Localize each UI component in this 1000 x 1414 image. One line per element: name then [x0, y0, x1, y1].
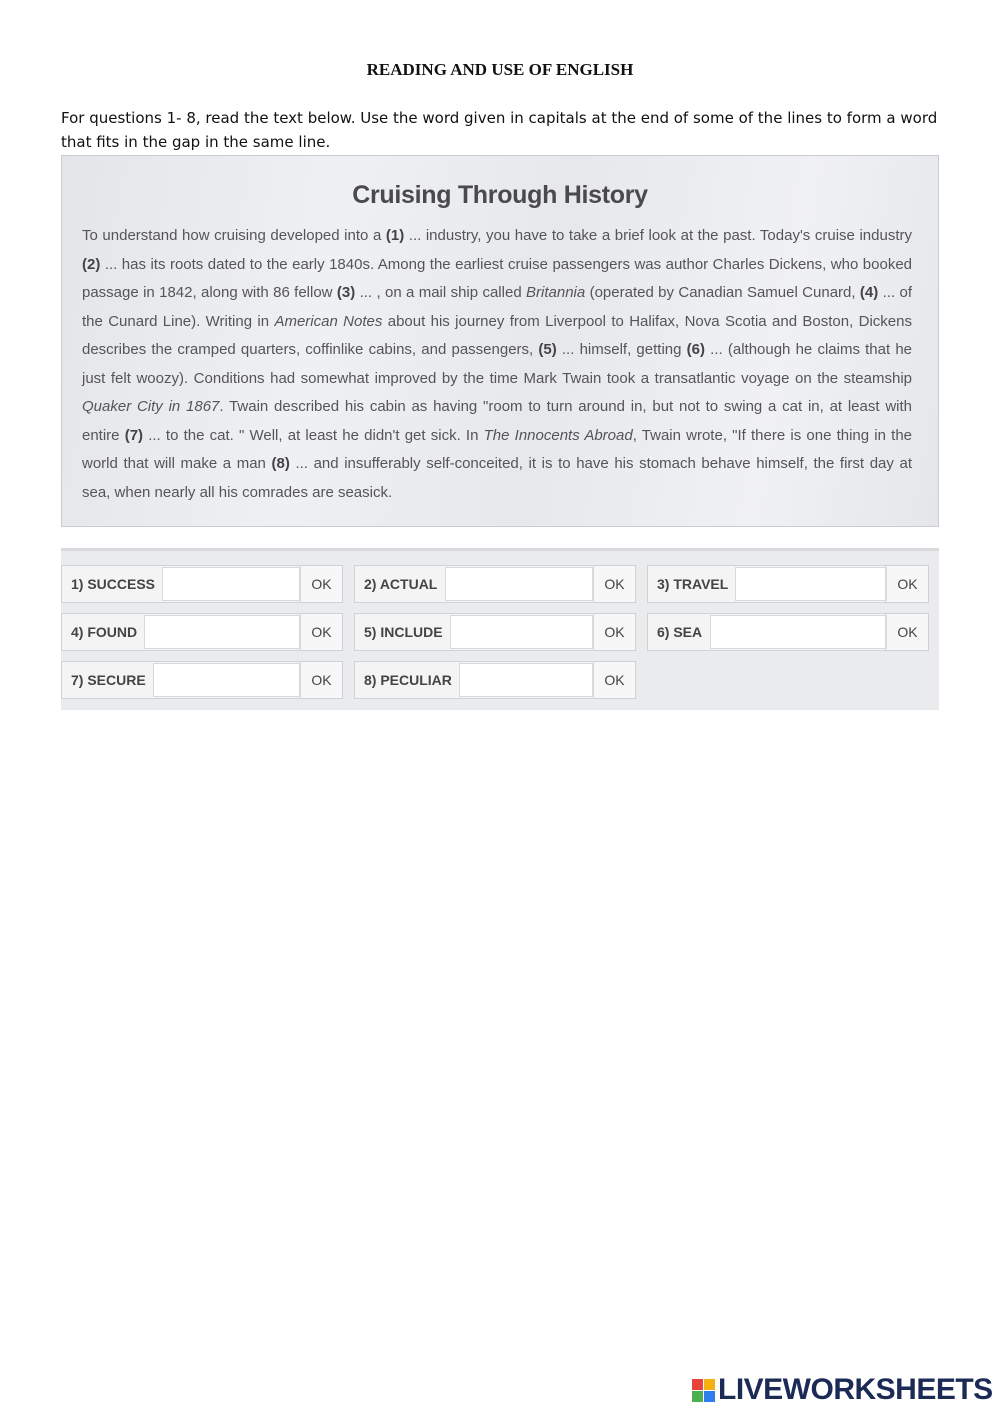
- passage-segment: about his journey from Liverpool to Halifax, Nova Scotia and Boston, Dickens describes the cramped quarters, coffinlike cabins, and passengers,: [82, 312, 912, 358]
- liveworksheets-logo: [692, 1373, 993, 1407]
- passage-segment: ... has its roots dated to the early 1840s. Among the earliest cruise passengers was author Charles Dickens, who booked passage in 1842, along with 86 fellow: [82, 255, 912, 301]
- passage-segment: To understand how cruising developed into a: [82, 227, 386, 244]
- answer-row: [61, 613, 939, 653]
- gap-marker: (1): [385, 227, 405, 244]
- passage-segment: Quaker City in 1867: [82, 398, 220, 415]
- answer-box-2: [354, 565, 636, 603]
- passage-segment: ... himself, getting: [556, 341, 687, 358]
- gap-marker: (8): [271, 455, 290, 472]
- logo-text: LIVEWORKSHEETS: [718, 1373, 993, 1406]
- logo-square: [692, 1379, 703, 1390]
- answer-box-1: [61, 565, 343, 603]
- ok-button-7[interactable]: OK: [300, 662, 342, 698]
- gap-marker: (2): [82, 255, 101, 273]
- answer-label: 6) SEA: [657, 624, 703, 640]
- answer-box-4: [61, 613, 343, 651]
- answer-label: 1) SUCCESS: [71, 576, 156, 592]
- answer-label: 2) ACTUAL: [364, 576, 438, 592]
- passage-segment: , Twain wrote, "If there is one thing in the world that will make a man: [82, 426, 913, 472]
- answer-input-7[interactable]: [153, 663, 300, 697]
- logo-square: [692, 1391, 703, 1402]
- ok-button-6[interactable]: OK: [886, 614, 928, 650]
- ok-button-2[interactable]: OK: [593, 566, 635, 602]
- logo-square: [704, 1391, 715, 1402]
- logo-mark-icon: [692, 1379, 715, 1402]
- answer-box-5: [354, 613, 636, 651]
- passage-segment: ... (although he claims that he just felt woozy). Conditions had somewhat improved by the time Mark Twain took a transatlantic voyage on the steamship: [82, 341, 912, 387]
- answer-box-6: [647, 613, 929, 651]
- answer-label: 3) TRAVEL: [657, 576, 729, 592]
- passage-segment: (operated by Canadian Samuel Cunard,: [585, 284, 860, 301]
- ok-button-5[interactable]: OK: [593, 614, 635, 650]
- answer-input-5[interactable]: [450, 615, 593, 649]
- passage-segment: Britannia: [526, 284, 586, 301]
- ok-button-8[interactable]: OK: [593, 662, 635, 698]
- answer-input-6[interactable]: [710, 615, 886, 649]
- logo-square: [704, 1379, 715, 1390]
- passage-segment: ... and insufferably self-conceited, it is to have his stomach behave himself, the first day at sea, when nearly all his comrades are seasick.: [82, 455, 912, 501]
- passage-panel: [61, 155, 939, 527]
- answer-label: 8) PECULIAR: [364, 672, 452, 688]
- passage-segment: ... industry, you have to take a brief look at the past. Today's cruise industry: [404, 227, 912, 244]
- gap-marker: (5): [538, 341, 557, 358]
- gap-marker: (4): [859, 284, 879, 301]
- gap-marker: (7): [124, 426, 144, 444]
- answer-input-2[interactable]: [445, 567, 593, 601]
- answer-input-3[interactable]: [735, 567, 886, 601]
- gap-marker: (3): [336, 284, 356, 301]
- page-title: READING AND USE OF ENGLISH: [366, 60, 634, 79]
- answer-input-1[interactable]: [162, 567, 300, 601]
- passage-segment: . Twain described his cabin as having "room to turn around in, but not to swing a cat in, at least with entire: [82, 398, 912, 444]
- answer-row: [61, 565, 939, 605]
- passage-title: Cruising Through History: [352, 181, 648, 209]
- ok-button-1[interactable]: OK: [300, 566, 342, 602]
- answer-input-4[interactable]: [144, 615, 300, 649]
- answer-box-3: [647, 565, 929, 603]
- passage-segment: ... of the Cunard Line). Writing in: [82, 284, 912, 330]
- answer-label: 4) FOUND: [71, 624, 138, 640]
- ok-button-4[interactable]: OK: [300, 614, 342, 650]
- gap-marker: (6): [686, 341, 705, 358]
- passage-segment: ... to the cat. " Well, at least he didn't get sick. In: [143, 426, 484, 444]
- instructions-text: For questions 1- 8, read the text below. Use the word given in capitals at the end of some of the lines to form a word that fits in the gap in the same line.: [61, 109, 938, 151]
- answer-input-8[interactable]: [459, 663, 593, 697]
- ok-button-3[interactable]: OK: [886, 566, 928, 602]
- passage-segment: The Innocents Abroad: [483, 426, 633, 444]
- answer-box-8: [354, 661, 636, 699]
- answer-label: 7) SECURE: [71, 672, 146, 688]
- passage-text: [82, 222, 912, 507]
- answer-box-7: [61, 661, 343, 699]
- passage-segment: ... , on a mail ship called: [355, 284, 527, 301]
- answers-panel: [61, 548, 939, 710]
- answer-row: [61, 661, 939, 701]
- passage-segment: American Notes: [274, 312, 383, 330]
- answer-label: 5) INCLUDE: [364, 624, 443, 640]
